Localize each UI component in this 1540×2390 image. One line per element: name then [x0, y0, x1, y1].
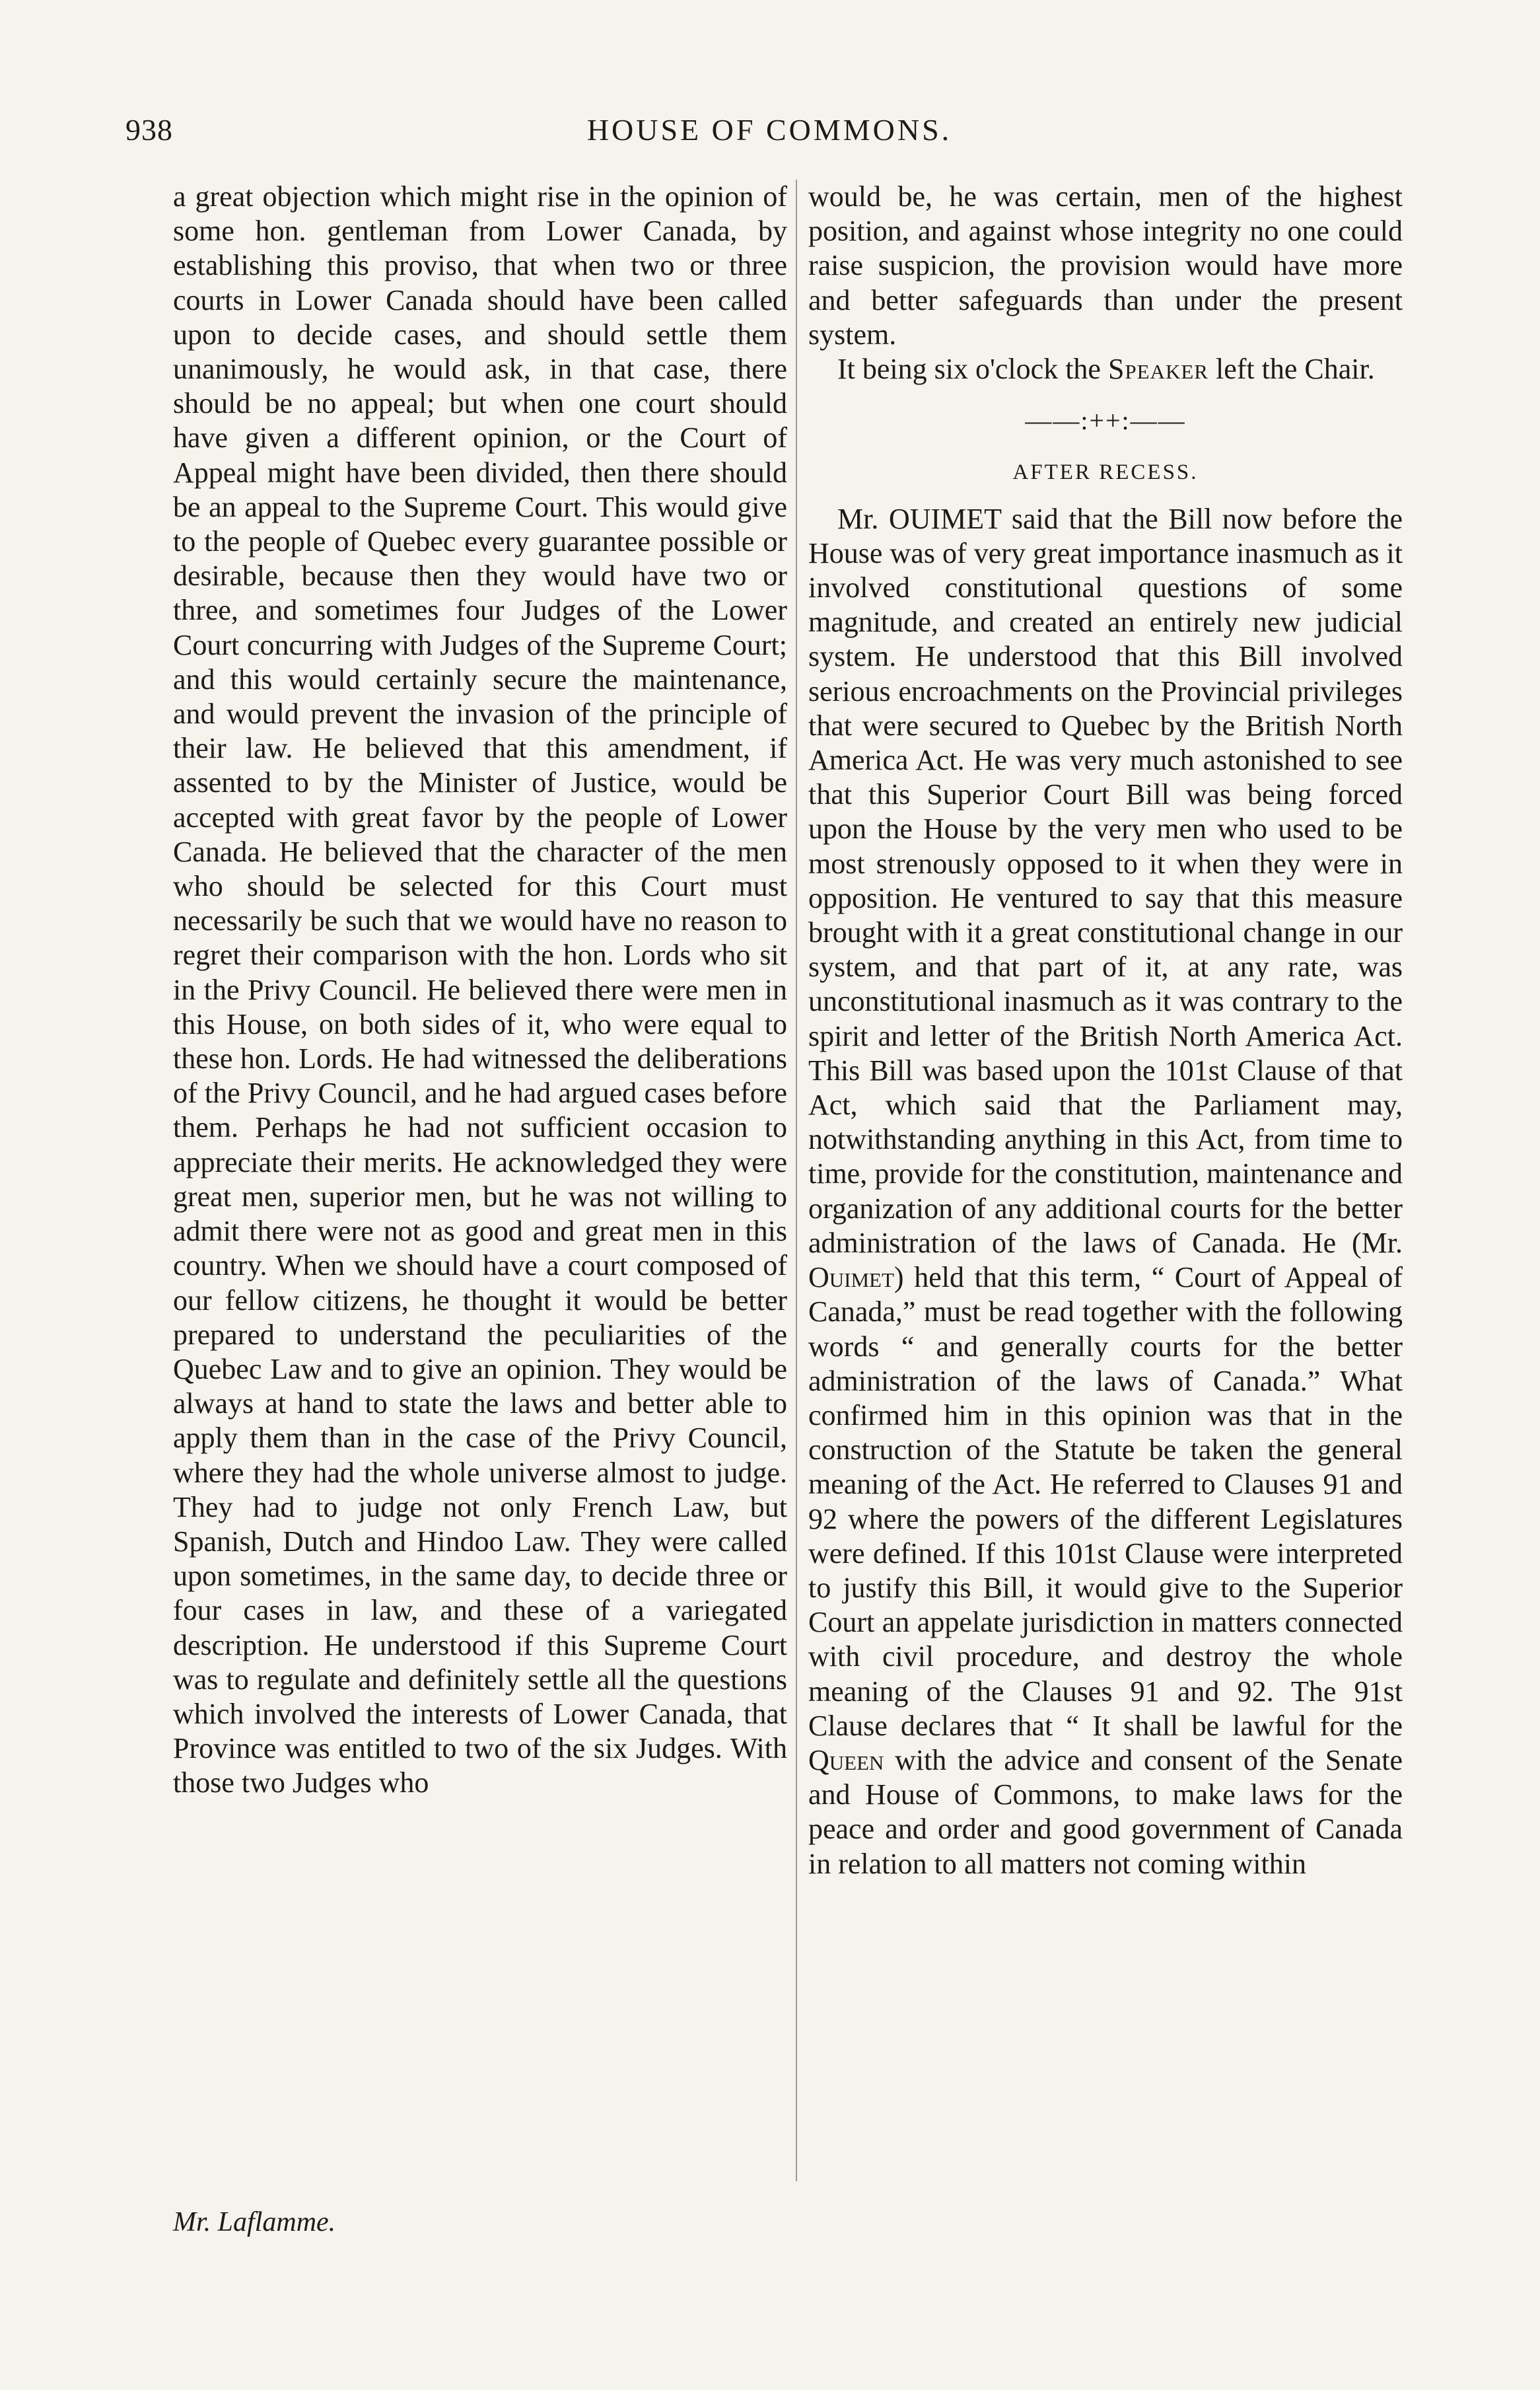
six-oclock-text: It being six o'clock the: [837, 353, 1108, 386]
ouimet-text-b: ) held that this term, “ Court of Appeal of Canada,” must be read together with the following words “ and generally courts for the better administration of the laws of Canada.” What confirmed him in this opinion was that in the construction of the Statute be taken the general meaning of the Act. He referred to Clauses 91 and 92 where the powers of the different Legislatures were defined. If this 101st Clause were interpreted to justify this Bill, it would give to the Superior Court an appelate jurisdiction in matters connected with civil procedure, and destroy the whole meaning of the Clauses 91 and 92. The 91st Clause declares that “ It shall be lawful for the: [808, 1261, 1403, 1742]
ouimet-text-a: Mr. OUIMET said that the Bill now before the House was of very great importance inasmuch as it involved constitutional questions of some magnitude, and created an entirely new judicial system. He understood that this Bill involved serious encroachments on the Provincial privileges that were secured to Quebec by the British North America Act. He was very much astonished to see that this Superior Court Bill was being forced upon the House by the very men who used to be most strenously opposed to it when they were in opposition. He ventured to say that this measure brought with it a great constitutional change in our system, and that part of it, at any rate, was unconstitutional inasmuch as it was contrary to the spirit and letter of the British North America Act. This Bill was based upon the 101st Clause of that Act, which said that the Parliament may, notwithstanding anything in this Act, from time to time, provide for the constitution, maintenance and organization of any additional courts for the better administration of the laws of Canada. He (Mr.: [808, 502, 1403, 1259]
page-number: 938: [125, 113, 173, 147]
column-divider: [796, 180, 797, 2181]
six-oclock-paragraph: [808, 352, 1403, 386]
page-header: [125, 112, 1413, 159]
running-head: HOUSE OF COMMONS.: [586, 113, 952, 147]
left-column-text: a great objection which might rise in the opinion of some hon. gentleman from Lower Canada, by establishing this proviso, that when two or three courts in Lower Canada should have been called upon to decide cases, and should settle them unanimously, he would ask, in that case, there should be no appeal; but when one court should have given a different opinion, or the Court of Appeal might have been divided, then there should be an appeal to the Supreme Court. This would give to the people of Quebec every guarantee possible or desirable, because then they would have two or three, and sometimes four Judges of the Lower Court concurring with Judges of the Supreme Court; and this would certainly secure the maintenance, and would prevent the invasion of the principle of their law. He believed that this amendment, if assented to by the Minister of Justice, would be accepted with great favor by the people of Lower Canada. He believed that the character of the men who should be selected for this Court must necessarily be such that we would have no reason to regret their comparison with the hon. Lords who sit in the Privy Council. He believed there were men in this House, on both sides of it, who were equal to these hon. Lords. He had witnessed the deliberations of the Privy Council, and he had argued cases before them. Perhaps he had not sufficient occasion to appreciate their merits. He acknowledged they were great men, superior men, but he was not willing to admit there were not as good and great men in this country. When we should have a court composed of our fellow citizens, he thought it would be better prepared to understand the peculiarities of the Quebec Law and to give an opinion. They would be always at hand to state the laws and better able to apply them than in the case of the Privy Council, where they had the whole universe almost to judge. They had to judge not only French Law, but Spanish, Dutch and Hindoo Law. They were called upon sometimes, in the same day, to decide three or four cases in law, and these of a variegated description. He understood if this Supreme Court was to regulate and definitely settle all the questions which involved the interests of Lower Canada, that Province was entitled to two of the six Judges. With those two Judges who: [173, 180, 787, 1799]
section-separator: ——:++:——: [1025, 406, 1186, 436]
six-oclock-text-end: left the Chair.: [1208, 353, 1375, 386]
right-column: [808, 180, 1403, 2194]
continuation-paragraph: would be, he was certain, men of the highest position, and against whose integrity no one could raise suspicion, the provision would have more and better safeguards than under the present system.: [808, 180, 1403, 351]
after-recess-heading: AFTER RECESS.: [1012, 460, 1199, 485]
queen-title: Queen: [808, 1743, 884, 1776]
speaker-credit: Mr. Laflamme.: [173, 2207, 336, 2237]
ouimet-name: Ouimet: [808, 1261, 894, 1294]
ouimet-text-c: with the advice and consent of the Senate and House of Commons, to make laws for the peace and order and good government of Canada in relation to all matters not coming within: [808, 1743, 1403, 1880]
left-column: [173, 180, 787, 2194]
ouimet-paragraph: [808, 502, 1403, 1881]
speaker-title: Speaker: [1107, 353, 1208, 386]
